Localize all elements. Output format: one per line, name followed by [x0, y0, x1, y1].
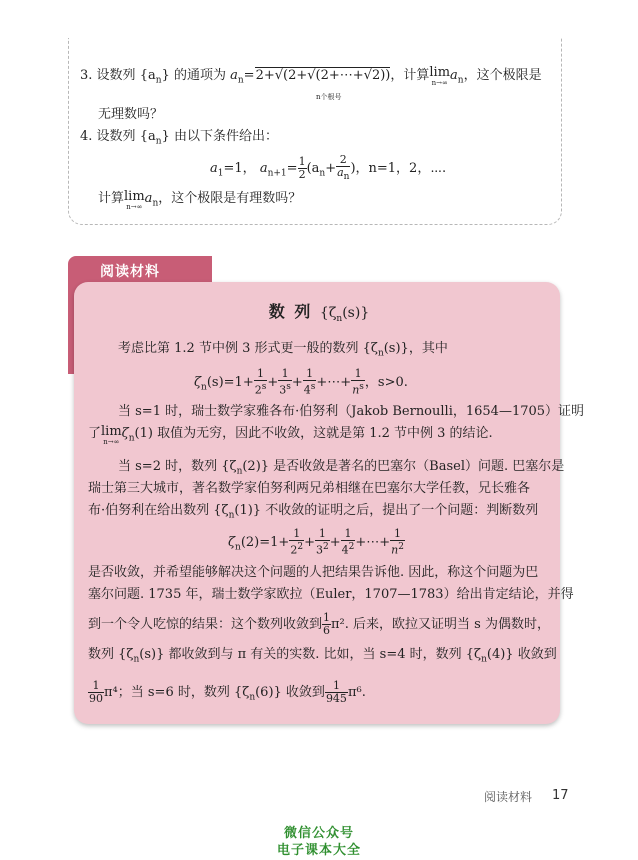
para-3b: 瑞士第三大城市，著名数学家伯努利两兄弟相继在巴塞尔大学任教，兄长雅各 [88, 481, 531, 496]
para-3c: 布·伯努利在给出数列 $\{\zeta_n(1)\}$ 不收敛的证明之后，提出了一个问题：判断数列 [88, 503, 539, 521]
para-1: 考虑比第 1.2 节中例 3 形式更一般的数列 $\{\zeta_n(s)\}$，其中 [118, 341, 448, 359]
exercise-3-underbrace: n个根号 [316, 93, 342, 101]
para-4b: 塞尔问题. 1735 年，瑞士数学家欧拉（Euler，1707—1783）给出肯定结论，并得 [88, 587, 574, 602]
para-4c: 到一个令人吃惊的结果：这个数列收敛到 $\frac{1}{6}$ π². 后来，欧拉又证明当 s 为偶数时， [88, 611, 550, 637]
formula-zeta-s: $\zeta_n(s)=1+$ $\frac{1}{2^s}$ + $\frac{1}{3^s}$ + $\frac{1}{4^s}$ +⋯+ $\frac{1}{n^s}$ ，s>0. [194, 367, 408, 397]
watermark-line1: 微信公众号 [283, 826, 354, 841]
exercise-4-formula: $a_1=1$， $a_{n+1}=$ $\frac{1}{2}$ ($a_n+$ $\frac{2}{a_n}$ )，n=1，2，⋯. [210, 153, 447, 183]
formula-zeta-2: $\zeta_n(2)=1+$ $\frac{1}{2^2}$ + $\frac{1}{3^2}$ + $\frac{1}{4^2}$ +⋯+ $\frac{1}{n^2}$ [228, 527, 404, 557]
para-4a: 是否收敛，并希望能够解决这个问题的人把结果告诉他. 因此，称这个问题为巴 [88, 565, 539, 580]
reading-tab-label: 阅读材料 [100, 264, 160, 280]
exercise-3-line1: 3. 设数列 $\{a_n\}$ 的通项为 $a_n=2+√(2+√(2+\cdots+√2))$，计算lim n→∞ $a_n$，这个极限是 [80, 65, 542, 87]
para-3a: 当 s=2 时，数列 $\{\zeta_n(2)\}$ 是否收敛是著名的巴塞尔（Basel）问题. 巴塞尔是 [118, 459, 565, 477]
para-4e: $\frac{1}{90}$ π⁴；当 s=6 时，数列 $\{\zeta_n(6)\}$ 收敛到 $\frac{1}{945}$ π⁶. [89, 679, 366, 705]
watermark-line2: 电子课本大全 [276, 843, 361, 858]
para-2a: 当 s=1 时，瑞士数学家雅各布·伯努利（Jakob Bernoulli，1654—1705）证明 [118, 404, 585, 419]
exercise-4-line3: 计算lim n→∞ $a_n$，这个极限是有理数吗？ [98, 189, 302, 211]
nested-root-expression: 2+√(2+√(2+⋯+√2)) [255, 68, 391, 83]
footer-section: 阅读材料 [484, 790, 533, 804]
page-number: 17 [552, 788, 569, 803]
exercise-4-line1: 4. 设数列 $\{a_n\}$ 由以下条件给出： [80, 129, 278, 147]
reading-title: 数 列 $\{\zeta_n(s)\}$ [268, 302, 370, 324]
para-2b: 了lim n→∞ $\zeta_n(1)$ 取值为无穷，因此不收敛，这就是第 1.2 节中例 3 的结论. [88, 424, 493, 446]
limit-notation: lim n→∞ [429, 65, 451, 87]
exercise-3-line2: 无理数吗？ [98, 107, 164, 122]
para-4d: 数列 $\{\zeta_n(s)\}$ 都收敛到与 π 有关的实数. 比如，当 s=4 时，数列 $\{\zeta_n(4)\}$ 收敛到 [88, 647, 557, 665]
